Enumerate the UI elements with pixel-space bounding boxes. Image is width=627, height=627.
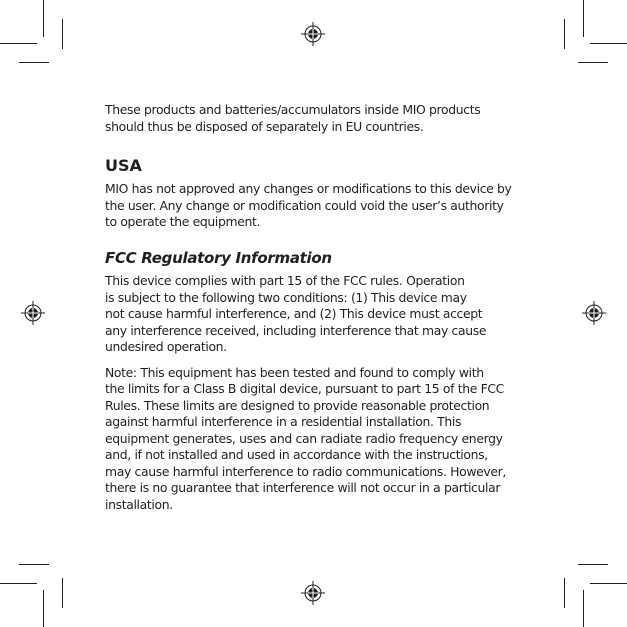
text-line: to operate the equipment. <box>105 214 261 229</box>
text-line: there is no guarantee that interference will not occur in a particular <box>105 480 501 495</box>
text-line: the limits for a Class B digital device, pursuant to part 15 of the FCC <box>105 381 504 396</box>
text-line: is subject to the following two conditions: (1) This device may <box>105 290 467 305</box>
text-line: Rules. These limits are designed to provide reasonable protection <box>105 398 490 413</box>
text-line: not cause harmful interference, and (2) This device must accept <box>105 306 483 321</box>
registration-mark-icon <box>301 581 325 605</box>
fcc-heading: FCC Regulatory Information <box>105 249 332 267</box>
text-line: should thus be disposed of separately in EU countries. <box>105 119 424 134</box>
text-line: MIO has not approved any changes or modifications to this device by <box>105 181 512 196</box>
text-line: installation. <box>105 497 173 512</box>
registration-mark-icon <box>21 301 45 325</box>
text-line: and, if not installed and used in accordance with the instructions, <box>105 447 488 462</box>
text-line: the user. Any change or modification could void the user’s authority <box>105 198 504 213</box>
text-line: Note: This equipment has been tested and found to comply with <box>105 365 484 380</box>
registration-mark-icon <box>582 301 606 325</box>
usa-heading: USA <box>105 156 142 175</box>
text-line: may cause harmful interference to radio communications. However, <box>105 464 507 479</box>
text-line: against harmful interference in a residential installation. This <box>105 414 462 429</box>
text-line: any interference received, including interference that may cause <box>105 323 487 338</box>
text-line: These products and batteries/accumulators inside MIO products <box>105 102 481 117</box>
text-line: equipment generates, uses and can radiate radio frequency energy <box>105 431 503 446</box>
text-line: undesired operation. <box>105 339 227 354</box>
registration-mark-icon <box>301 22 325 46</box>
text-line: This device complies with part 15 of the FCC rules. Operation <box>105 273 465 288</box>
